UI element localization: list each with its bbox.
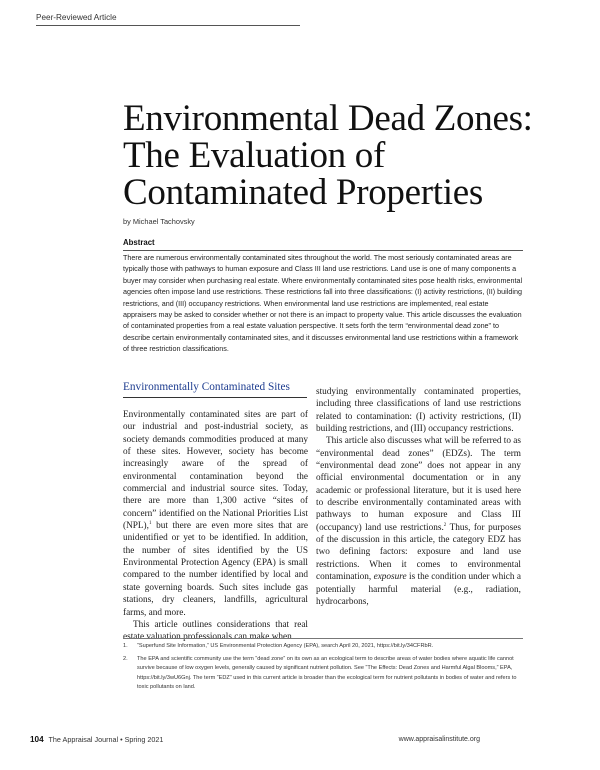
footnote-ref[interactable]: 2 xyxy=(443,522,447,528)
byline: by Michael Tachovsky xyxy=(123,217,195,226)
running-head: Peer-Reviewed Article xyxy=(36,13,300,26)
footnote-number: 2. xyxy=(123,655,128,662)
abstract-text: There are numerous environmentally contaminated sites throughout the world. The most seriously contaminated areas are typically those with pathways to human exposure and Class III land use restrictions. Land use is one of many components a buyer may consider when purchasing real estate. Where environmentally contaminated sites pose health risks, environmental agencies often impose land use restrictions. These restrictions fall into three classifications: (I) activity restrictions, (II) building restrictions, and (III) occupancy restrictions. When environmental land use restrictions are implemented, real estate appraisers may be asked to consider whether or not there is an impact to property value. This article discusses the evaluation of contaminated properties from a real estate valuation perspective. It sets forth the term “environmental dead zone” to describe certain environmentally contaminated sites, and it discusses environmental land use restrictions within a framework of three restriction classifications. xyxy=(123,253,523,354)
title-line: Environmental Dead Zones: xyxy=(123,98,533,139)
footnote-text: “Superfund Site Information,” US Environmental Protection Agency (EPA), search April 20, 2021, https://bit.ly/34CFRbR. xyxy=(137,643,434,649)
paragraph-text: but there are even more sites that are unidentified or yet to be identified. In addition, the number of sites identified by the US Environmental Protection Agency (EPA) is small compared to the number identified by local and state governing boards. Such sites include gas stations, dry cleaners, landfills, agricultural farms, and more. xyxy=(123,521,308,618)
footnote-item xyxy=(123,655,523,693)
footnote-number: 1. xyxy=(123,643,128,649)
page-number: 104 xyxy=(30,735,44,744)
footnotes xyxy=(123,642,523,696)
journal-name: The Appraisal Journal • Spring 2021 xyxy=(48,735,164,744)
right-column xyxy=(316,386,521,608)
paragraph xyxy=(316,435,521,608)
footnote-item xyxy=(123,642,523,652)
abstract-divider xyxy=(123,250,523,251)
paragraph-text: This article also discusses what will be referred to as “environmental dead zones” (EDZs). The term “environmental dead zone” does not appear in any official environmental documentation or in any academic or professional literature, but it is used here to describe environmentally contaminated areas with pathways to human exposure and Class III (occupancy) land use restrictions. xyxy=(316,436,521,533)
section-heading: Environmentally Contaminated Sites xyxy=(123,381,307,398)
emphasis-term: exposure xyxy=(373,572,407,583)
paragraph: studying environmentally contaminated properties, including three classifications of land use restrictions related to contamination: (I) activity restrictions, (II) building restrictions, and (III) occupancy restrictions. xyxy=(316,387,521,435)
paragraph-text: Environmentally contaminated sites are part of our industrial and post-industrial society, as society demands commodities produced at many of these sites. However, society has become increasingly aware of the spread of environmental contamination beyond the commercial and industrial source sites. Today, there are more than 1,300 active “sites of concern” identified on the National Priorities List (NPL), xyxy=(123,410,308,532)
footnote-text: The EPA and scientific community use the term “dead zone” on its own as an ecological term to describe areas of water bodies where aquatic life cannot survive because of low oxygen levels, generally caused by significant nutrient pollution. See “The Effects: Dead Zones and Harmful Algal Blooms,” EPA, https://bit.ly/3wU6Gnj. The term “EDZ” used in this current article is broader than the ecological term for nutrient pollutants in bodies of water and refers to toxic pollutants on land. xyxy=(137,655,517,691)
paragraph-text: is the condition under which a potentially harmful material (e.g., radiation, hydrocarbons, xyxy=(316,572,521,607)
paragraph-text: Thus, for purposes of the discussion in this article, the category EDZ has two defining factors: exposure and land use restrictions. When it comes to environmental contamination, xyxy=(316,522,521,583)
footnote-ref[interactable]: 1 xyxy=(148,521,152,527)
abstract-label: Abstract xyxy=(123,238,155,247)
left-column xyxy=(123,409,308,644)
title-line: Contaminated Properties xyxy=(123,172,483,213)
website-link[interactable]: www.appraisalinstitute.org xyxy=(398,736,480,743)
footnote-divider xyxy=(123,638,523,639)
title-line: The Evaluation of xyxy=(123,135,386,176)
article-title xyxy=(123,100,563,211)
paragraph: This article outlines considerations that real estate valuation professionals can make when xyxy=(123,619,308,643)
paragraph xyxy=(123,409,308,619)
page-footer xyxy=(30,735,163,744)
